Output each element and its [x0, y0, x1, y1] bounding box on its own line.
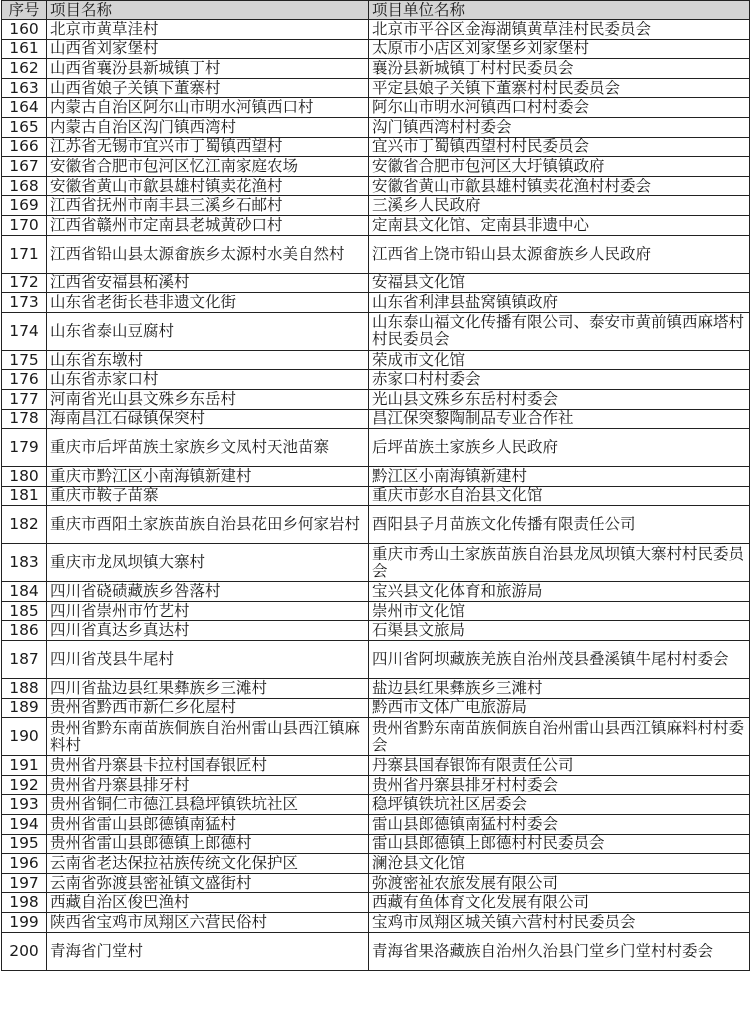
project-name-cell: 河南省光山县文殊乡东岳村 — [47, 389, 369, 409]
project-name-cell: 内蒙古自治区阿尔山市明水河镇西口村 — [47, 98, 369, 118]
project-unit-cell: 稳坪镇铁坑社区居委会 — [369, 795, 750, 815]
table-row — [2, 718, 750, 756]
project-name-cell: 山东省东墩村 — [47, 350, 369, 370]
project-unit-cell: 安徽省黄山市歙县雄村镇卖花渔村村委会 — [369, 176, 750, 196]
row-number: 163 — [2, 78, 47, 98]
project-name-cell: 贵州省丹寨县卡拉村国春银匠村 — [47, 756, 369, 776]
project-unit-cell: 重庆市彭水自治县文化馆 — [369, 486, 750, 506]
row-number: 161 — [2, 39, 47, 59]
project-unit-cell: 崇州市文化馆 — [369, 601, 750, 621]
row-number: 171 — [2, 235, 47, 273]
project-name-cell: 江西省安福县柘溪村 — [47, 273, 369, 293]
project-name-cell: 北京市黄草洼村 — [47, 20, 369, 40]
project-unit-cell: 宝兴县文化体育和旅游局 — [369, 582, 750, 602]
project-unit-cell: 襄汾县新城镇丁村村民委员会 — [369, 59, 750, 79]
row-number: 186 — [2, 621, 47, 641]
project-name-cell: 江苏省无锡市宜兴市丁蜀镇西望村 — [47, 137, 369, 157]
row-number: 193 — [2, 795, 47, 815]
row-number: 160 — [2, 20, 47, 40]
project-unit-cell: 安徽省合肥市包河区大圩镇镇政府 — [369, 157, 750, 177]
row-number: 166 — [2, 137, 47, 157]
table-row — [2, 893, 750, 913]
project-name-cell: 四川省茂县牛尾村 — [47, 641, 369, 679]
header-row — [2, 1, 750, 20]
table-row — [2, 756, 750, 776]
table-row — [2, 176, 750, 196]
project-unit-cell: 后坪苗族土家族乡人民政府 — [369, 429, 750, 467]
project-name-cell: 重庆市龙凤坝镇大寨村 — [47, 544, 369, 582]
table-row — [2, 679, 750, 699]
table-row — [2, 98, 750, 118]
table-row — [2, 601, 750, 621]
table-row — [2, 621, 750, 641]
table-row — [2, 834, 750, 854]
table-row — [2, 20, 750, 40]
project-unit-cell: 定南县文化馆、定南县非遗中心 — [369, 215, 750, 235]
row-number: 199 — [2, 913, 47, 933]
project-name-cell: 安徽省黄山市歙县雄村镇卖花渔村 — [47, 176, 369, 196]
row-number: 170 — [2, 215, 47, 235]
table-row — [2, 137, 750, 157]
project-name-cell: 海南昌江石碌镇保突村 — [47, 409, 369, 429]
project-unit-cell: 平定县娘子关镇下董寨村村民委员会 — [369, 78, 750, 98]
row-number: 185 — [2, 601, 47, 621]
table-row — [2, 215, 750, 235]
project-unit-cell: 雷山县郎德镇南猛村村委会 — [369, 815, 750, 835]
project-name-cell: 山东省老街长巷非遗文化街 — [47, 293, 369, 313]
header-no: 序号 — [2, 1, 47, 20]
project-name-cell: 四川省崇州市竹艺村 — [47, 601, 369, 621]
project-name-cell: 云南省老达保拉祜族传统文化保护区 — [47, 854, 369, 874]
row-number: 176 — [2, 370, 47, 390]
project-unit-cell: 黔西市文体广电旅游局 — [369, 698, 750, 718]
table-row — [2, 157, 750, 177]
project-name-cell: 重庆市酉阳土家族苗族自治县花田乡何家岩村 — [47, 506, 369, 544]
table-row — [2, 795, 750, 815]
table-row — [2, 370, 750, 390]
project-name-cell: 山西省襄汾县新城镇丁村 — [47, 59, 369, 79]
project-unit-cell: 三溪乡人民政府 — [369, 196, 750, 216]
row-number: 195 — [2, 834, 47, 854]
project-name-cell: 重庆市黔江区小南海镇新建村 — [47, 467, 369, 487]
project-name-cell: 重庆市后坪苗族土家族乡文凤村天池苗寨 — [47, 429, 369, 467]
project-unit-cell: 光山县文殊乡东岳村村委会 — [369, 389, 750, 409]
table-row — [2, 486, 750, 506]
table-row — [2, 293, 750, 313]
project-unit-cell: 宝鸡市凤翔区城关镇六营村村民委员会 — [369, 913, 750, 933]
project-name-cell: 贵州省铜仁市德江县稳坪镇铁坑社区 — [47, 795, 369, 815]
row-number: 164 — [2, 98, 47, 118]
table-body — [2, 20, 750, 971]
project-unit-cell: 重庆市秀山土家族苗族自治县龙凤坝镇大寨村村民委员会 — [369, 544, 750, 582]
row-number: 162 — [2, 59, 47, 79]
table-row — [2, 389, 750, 409]
row-number: 167 — [2, 157, 47, 177]
project-unit-cell: 安福县文化馆 — [369, 273, 750, 293]
project-name-cell: 青海省门堂村 — [47, 932, 369, 970]
project-unit-cell: 弥渡密祉农旅发展有限公司 — [369, 873, 750, 893]
table-row — [2, 506, 750, 544]
project-name-cell: 贵州省丹寨县排牙村 — [47, 775, 369, 795]
table-row — [2, 429, 750, 467]
project-unit-cell: 青海省果洛藏族自治州久治县门堂乡门堂村村委会 — [369, 932, 750, 970]
project-table — [1, 0, 750, 971]
project-unit-cell: 盐边县红果彝族乡三滩村 — [369, 679, 750, 699]
row-number: 177 — [2, 389, 47, 409]
table-row — [2, 815, 750, 835]
project-unit-cell: 西藏有鱼体育文化发展有限公司 — [369, 893, 750, 913]
project-name-cell: 四川省真达乡真达村 — [47, 621, 369, 641]
table-row — [2, 273, 750, 293]
table-row — [2, 913, 750, 933]
table-row — [2, 409, 750, 429]
table-row — [2, 39, 750, 59]
project-unit-cell: 石渠县文旅局 — [369, 621, 750, 641]
table-row — [2, 775, 750, 795]
project-unit-cell: 沟门镇西湾村村委会 — [369, 117, 750, 137]
row-number: 184 — [2, 582, 47, 602]
project-name-cell: 云南省弥渡县密祉镇文盛街村 — [47, 873, 369, 893]
project-unit-cell: 北京市平谷区金海湖镇黄草洼村民委员会 — [369, 20, 750, 40]
project-name-cell: 江西省赣州市定南县老城黄砂口村 — [47, 215, 369, 235]
project-unit-cell: 澜沧县文化馆 — [369, 854, 750, 874]
table-row — [2, 350, 750, 370]
table-row — [2, 117, 750, 137]
table-row — [2, 698, 750, 718]
table-row — [2, 78, 750, 98]
table-row — [2, 854, 750, 874]
project-name-cell: 贵州省雷山县郎德镇上郎德村 — [47, 834, 369, 854]
row-number: 188 — [2, 679, 47, 699]
row-number: 181 — [2, 486, 47, 506]
table-row — [2, 235, 750, 273]
table-row — [2, 59, 750, 79]
row-number: 187 — [2, 641, 47, 679]
row-number: 183 — [2, 544, 47, 582]
row-number: 189 — [2, 698, 47, 718]
project-unit-cell: 贵州省黔东南苗族侗族自治州雷山县西江镇麻料村村委会 — [369, 718, 750, 756]
row-number: 191 — [2, 756, 47, 776]
project-name-cell: 山西省娘子关镇下董寨村 — [47, 78, 369, 98]
row-number: 182 — [2, 506, 47, 544]
row-number: 197 — [2, 873, 47, 893]
project-name-cell: 江西省抚州市南丰县三溪乡石邮村 — [47, 196, 369, 216]
project-name-cell: 山东省赤家口村 — [47, 370, 369, 390]
row-number: 169 — [2, 196, 47, 216]
row-number: 172 — [2, 273, 47, 293]
project-unit-cell: 宜兴市丁蜀镇西望村村民委员会 — [369, 137, 750, 157]
project-name-cell: 四川省硗碛藏族乡咎落村 — [47, 582, 369, 602]
project-name-cell: 西藏自治区俊巴渔村 — [47, 893, 369, 913]
project-unit-cell: 江西省上饶市铅山县太源畲族乡人民政府 — [369, 235, 750, 273]
header-project-name: 项目名称 — [47, 1, 369, 20]
project-unit-cell: 四川省阿坝藏族羌族自治州茂县叠溪镇牛尾村村委会 — [369, 641, 750, 679]
project-name-cell: 内蒙古自治区沟门镇西湾村 — [47, 117, 369, 137]
project-name-cell: 山东省泰山豆腐村 — [47, 312, 369, 350]
row-number: 178 — [2, 409, 47, 429]
row-number: 165 — [2, 117, 47, 137]
project-name-cell: 贵州省雷山县郎德镇南猛村 — [47, 815, 369, 835]
project-unit-cell: 昌江保突黎陶制品专业合作社 — [369, 409, 750, 429]
project-name-cell: 安徽省合肥市包河区忆江南家庭农场 — [47, 157, 369, 177]
table-row — [2, 582, 750, 602]
project-unit-cell: 雷山县郎德镇上郎德村村民委员会 — [369, 834, 750, 854]
table-row — [2, 312, 750, 350]
project-name-cell: 江西省铅山县太源畲族乡太源村水美自然村 — [47, 235, 369, 273]
row-number: 180 — [2, 467, 47, 487]
project-unit-cell: 丹寨县国春银饰有限责任公司 — [369, 756, 750, 776]
project-name-cell: 贵州省黔西市新仁乡化屋村 — [47, 698, 369, 718]
project-unit-cell: 赤家口村村委会 — [369, 370, 750, 390]
table-row — [2, 467, 750, 487]
table-row — [2, 544, 750, 582]
project-unit-cell: 黔江区小南海镇新建村 — [369, 467, 750, 487]
row-number: 168 — [2, 176, 47, 196]
project-unit-cell: 贵州省丹寨县排牙村村委会 — [369, 775, 750, 795]
project-unit-cell: 山东泰山福文化传播有限公司、泰安市黄前镇西麻塔村村民委员会 — [369, 312, 750, 350]
table-row — [2, 932, 750, 970]
table-row — [2, 196, 750, 216]
row-number: 198 — [2, 893, 47, 913]
project-name-cell: 四川省盐边县红果彝族乡三滩村 — [47, 679, 369, 699]
row-number: 194 — [2, 815, 47, 835]
row-number: 174 — [2, 312, 47, 350]
row-number: 190 — [2, 718, 47, 756]
project-unit-cell: 太原市小店区刘家堡乡刘家堡村 — [369, 39, 750, 59]
project-name-cell: 贵州省黔东南苗族侗族自治州雷山县西江镇麻料村 — [47, 718, 369, 756]
project-name-cell: 山西省刘家堡村 — [47, 39, 369, 59]
table-row — [2, 641, 750, 679]
project-unit-cell: 荣成市文化馆 — [369, 350, 750, 370]
project-name-cell: 陕西省宝鸡市凤翔区六营民俗村 — [47, 913, 369, 933]
project-unit-cell: 山东省利津县盐窝镇镇政府 — [369, 293, 750, 313]
header-unit-name: 项目单位名称 — [369, 1, 750, 20]
row-number: 196 — [2, 854, 47, 874]
row-number: 200 — [2, 932, 47, 970]
row-number: 175 — [2, 350, 47, 370]
table-row — [2, 873, 750, 893]
project-name-cell: 重庆市鞍子苗寨 — [47, 486, 369, 506]
row-number: 192 — [2, 775, 47, 795]
project-unit-cell: 酉阳县子月苗族文化传播有限责任公司 — [369, 506, 750, 544]
project-unit-cell: 阿尔山市明水河镇西口村村委会 — [369, 98, 750, 118]
row-number: 173 — [2, 293, 47, 313]
row-number: 179 — [2, 429, 47, 467]
